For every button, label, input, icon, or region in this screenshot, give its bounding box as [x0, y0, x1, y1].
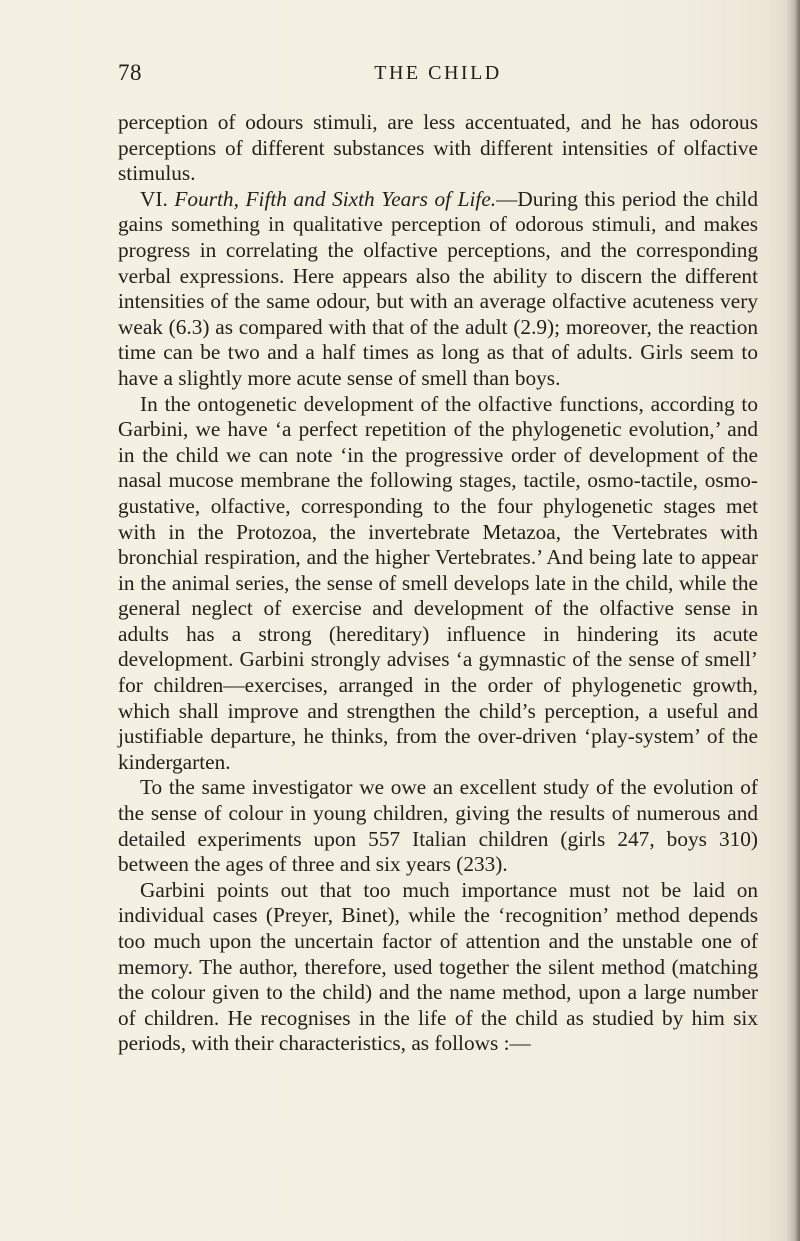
paragraph-text: perception of odours stimuli, are less accentuated, and he has odorous perceptions of different substances with different intensities of olfactive stimulus. [118, 110, 758, 186]
paragraph [118, 187, 758, 392]
running-head: THE CHILD [374, 62, 502, 84]
section-number: VI. [140, 186, 175, 211]
section-heading: Fourth, Fifth and Sixth Years of Life. [174, 186, 497, 211]
paragraph [118, 110, 758, 187]
page-header [118, 60, 758, 96]
paragraph [118, 878, 758, 1057]
paragraph-text: —During this period the child gains something in qualitative perception of odorous stimuli, and makes progress in correlating the olfactive perceptions, and the corresponding verbal expressions. Here appears also the ability to discern the different intensities of the same odour, but with an average olfactive acuteness very weak (6.3) as compared with that of the adult (2.9); moreover, the reaction time can be two and a half times as long as that of adults. Girls seem to have a slightly more acute sense of smell than boys. [118, 186, 758, 390]
paragraph [118, 392, 758, 776]
paragraph-text: In the ontogenetic development of the olfactive functions, according to Garbini, we have ‘a perfect repetition of the phylogenetic evolution,’ and in the child we can note ‘in the progressive order of development of the nasal mucose membrane the following stages, tactile, osmo-tactile, osmo-gustative, olfactive, corresponding to the four phylogenetic stages met with in the Protozoa, the invertebrate Metazoa, the Vertebrates with bronchial respiration, and the higher Vertebrates.’ And being late to appear in the animal series, the sense of smell develops late in the child, while the general neglect of exercise and development of the olfactive sense in adults has a strong (hereditary) influence in hindering its acute development. Garbini strongly advises ‘a gymnastic of the sense of smell’ for children—exercises, arranged in the order of phylogenetic growth, which shall improve and strengthen the child’s perception, a useful and justifiable departure, he thinks, from the over-driven ‘play-system’ of the kindergarten. [118, 391, 758, 774]
paragraph-text: Garbini points out that too much importance must not be laid on individual cases (Preyer, Binet), while the ‘recognition’ method depends too much upon the uncertain factor of attention and the unstable one of memory. The author, therefore, used together the silent method (matching the colour given to the child) and the name method, upon a large number of children. He recognises in the life of the child as studied by him six periods, with their characteristics, as follows :— [118, 877, 758, 1056]
page-edge-shadow [786, 0, 800, 1241]
page-number: 78 [118, 60, 142, 85]
paragraph [118, 775, 758, 877]
paragraph-text: To the same investigator we owe an excellent study of the evolution of the sense of colour in young children, giving the results of numerous and detailed experiments upon 557 Italian children (girls 247, boys 310) between the ages of three and six years (233). [118, 775, 758, 877]
body-text [118, 110, 758, 1057]
